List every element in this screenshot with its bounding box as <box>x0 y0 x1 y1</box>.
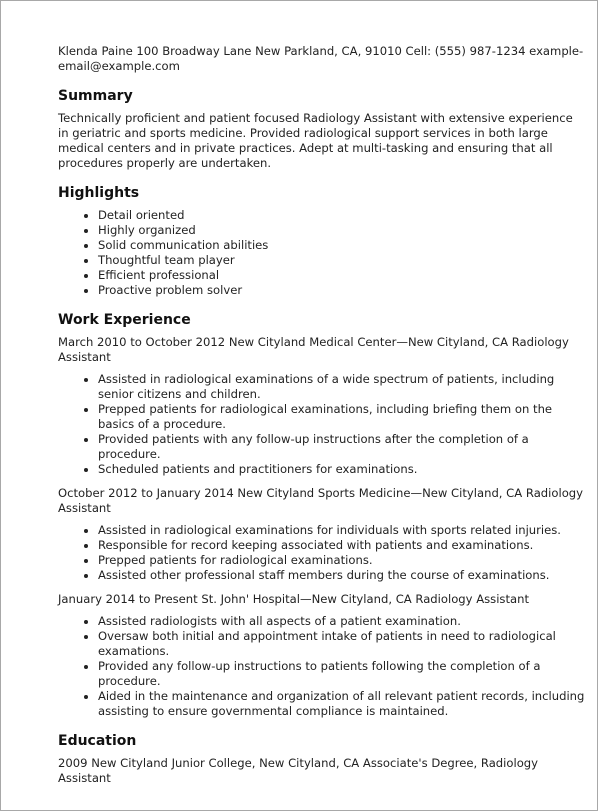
highlight-item: • Thoughtful team player <box>98 253 586 268</box>
highlight-item: • Proactive problem solver <box>98 283 586 298</box>
contact-info: Klenda Paine 100 Broadway Lane New Parkland, CA, 91010 Cell: (555) 987-1234 example-email@example.com <box>58 44 584 73</box>
education-heading: Education <box>58 733 137 749</box>
job-bullet: • Scheduled patients and practitioners for examinations. <box>98 462 586 477</box>
summary-heading: Summary <box>58 88 133 104</box>
job-bullet: • Provided any follow-up instructions to patients following the completion of a procedure. <box>98 659 586 689</box>
job-bullet: • Assisted in radiological examinations of a wide spectrum of patients, including senior citizens and children. <box>98 372 586 402</box>
resume-content <box>58 44 586 786</box>
highlights-heading: Highlights <box>58 185 140 201</box>
job-bullet: • Assisted in radiological examinations for individuals with sports related injuries. <box>98 523 586 538</box>
job-bullet: • Prepped patients for radiological examinations, including briefing them on the basics of a procedure. <box>98 402 586 432</box>
highlight-item: • Efficient professional <box>98 268 586 283</box>
job-title: January 2014 to Present St. John' Hospital—New Cityland, CA Radiology Assistant <box>58 592 530 606</box>
highlight-item: • Highly organized <box>98 223 586 238</box>
work-experience-heading: Work Experience <box>58 312 191 328</box>
education-text: 2009 New Cityland Junior College, New Cityland, CA Associate's Degree, Radiology Assistant <box>58 756 539 785</box>
job-title: October 2012 to January 2014 New Cityland Sports Medicine—New Cityland, CA Radiology Assistant <box>58 486 584 515</box>
highlight-item: • Solid communication abilities <box>98 238 586 253</box>
job-bullets <box>58 523 586 583</box>
job-bullet: • Assisted other professional staff members during the course of examinations. <box>98 568 586 583</box>
summary-text: Technically proficient and patient focused Radiology Assistant with extensive experience in geriatric and sports medicine. Provided radiological support services in both large medical centers and in private practices. Adept at multi-tasking and ensuring that all procedures properly are undertaken. <box>58 111 573 170</box>
job-bullet: • Prepped patients for radiological examinations. <box>98 553 586 568</box>
job-bullet: • Assisted radiologists with all aspects of a patient examination. <box>98 614 586 629</box>
job-bullet: • Oversaw both initial and appointment intake of patients in need to radiological examations. <box>98 629 586 659</box>
job-bullet: • Provided patients with any follow-up instructions after the completion of a procedure. <box>98 432 586 462</box>
job-bullet: • Aided in the maintenance and organization of all relevant patient records, including assisting to ensure governmental compliance is maintained. <box>98 689 586 719</box>
highlights-list <box>58 208 586 298</box>
highlight-item: • Detail oriented <box>98 208 586 223</box>
job-bullets <box>58 614 586 719</box>
job-title: March 2010 to October 2012 New Cityland Medical Center—New Cityland, CA Radiology Assistant <box>58 335 569 364</box>
job-bullets <box>58 372 586 477</box>
job-bullet: • Responsible for record keeping associated with patients and examinations. <box>98 538 586 553</box>
